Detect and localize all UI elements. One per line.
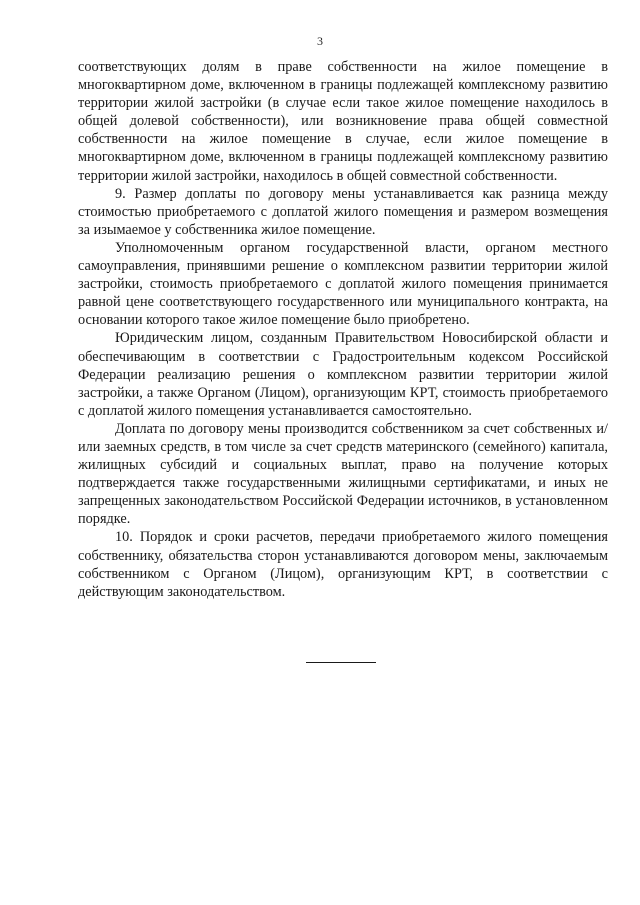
paragraph-continuation: соответствующих долям в праве собственности на жилое помещение в многоквартирном доме, включенном в границы подлежащей комплексному развитию территории жилой застройки (в случае если такое жилое помещение находилось в общей долевой собственности), или возникновение права общей совместной собственности на жилое помещение в случае, если жилое помещение в многоквартирном доме, включенном в границы подлежащей комплексному развитию территории жилой застройки, находилось в общей совместной собственности.	[78, 59, 608, 184]
page-number: 3	[317, 34, 323, 48]
paragraph-authorized-body-price: Уполномоченным органом государственной власти, органом местного самоуправления, принявшими решение о комплексном развитии территории жилой застройки, стоимость приобретаемого с доплатой жилого помещения принимается равной цене соответствующего государственного или муниципального контракта, на основании которого такое жилое помещение было приобретено.	[78, 239, 608, 329]
paragraph-legal-entity-price: Юридическим лицом, созданным Правительством Новосибирской области и обеспечивающим в соответствии с Градостроительным кодексом Российской Федерации реализацию решения о комплексном развитии территории жилой застройки, а также Органом (Лицом), организующим КРТ, стоимость приобретаемого с доплатой жилого помещения устанавливается самостоятельно.	[78, 330, 608, 419]
paragraph-item-10: 10. Порядок и сроки расчетов, передачи приобретаемого жилого помещения собственнику, обязательства сторон устанавливаются договором мены, заключаемым собственником с Органом (Лицом), организующим КРТ, в соответствии с действующим законодательством.	[78, 529, 608, 600]
document-body	[78, 58, 608, 601]
paragraph-surcharge-payment: Доплата по договору мены производится собственником за счет собственных и/или заемных средств, в том числе за счет средств материнского (семейного) капитала, жилищных субсидий и социальных выплат, право на получение которых подтверждается также государственными жилищными сертификатами, и иных не запрещенных законодательством Российской Федерации источников, в установленном порядке.	[78, 420, 608, 528]
paragraph-item-9: 9. Размер доплаты по договору мены устанавливается как разница между стоимостью приобретаемого с доплатой жилого помещения и размером возмещения за изымаемое у собственника жилое помещение.	[78, 185, 608, 238]
end-of-document-rule	[306, 662, 376, 663]
